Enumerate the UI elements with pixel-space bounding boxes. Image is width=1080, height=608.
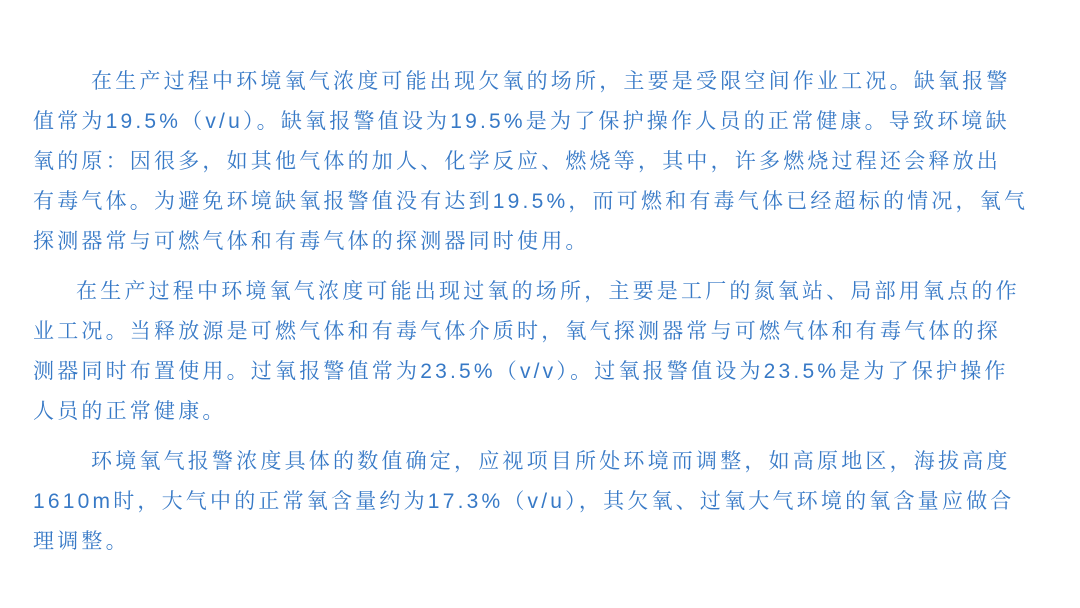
- text-line: 探测器常与可燃气体和有毒气体的探测器同时使用。: [33, 230, 590, 253]
- paragraph: [33, 442, 1050, 562]
- text-line: 测器同时布置使用。过氧报警值常为23.5%（v/v）。过氧报警值设为23.5%是为了保护操作: [33, 360, 1009, 383]
- text-line: 理调整。: [33, 530, 130, 553]
- text-line: 在生产过程中环境氧气浓度可能出现欠氧的场所，主要是受限空间作业工况。缺氧报警: [91, 70, 1011, 93]
- text-line: 人员的正常健康。: [33, 400, 227, 423]
- text-line: 有毒气体。为避免环境缺氧报警值没有达到19.5%，而可燃和有毒气体已经超标的情况，氧气: [33, 190, 1029, 213]
- text-line: 1610m时，大气中的正常氧含量约为17.3%（v/u），其欠氧、过氧大气环境的氧含量应做合: [33, 490, 1015, 513]
- paragraph: [33, 272, 1050, 432]
- text-line: 在生产过程中环境氧气浓度可能出现过氧的场所，主要是工厂的氮氧站、局部用氧点的作: [76, 280, 1020, 303]
- text-line: 环境氧气报警浓度具体的数值确定，应视项目所处环境而调整，如高原地区，海拔高度: [91, 450, 1011, 473]
- text-line: 值常为19.5%（v/u）。缺氧报警值设为19.5%是为了保护操作人员的正常健康。导致环境缺: [33, 110, 1010, 133]
- text-line: 氧的原：因很多，如其他气体的加人、化学反应、燃烧等，其中，许多燃烧过程还会释放出: [33, 150, 1001, 173]
- paragraph: [33, 62, 1050, 262]
- text-line: 业工况。当释放源是可燃气体和有毒气体介质时，氧气探测器常与可燃气体和有毒气体的探: [33, 320, 1001, 343]
- text-content: [33, 62, 1050, 572]
